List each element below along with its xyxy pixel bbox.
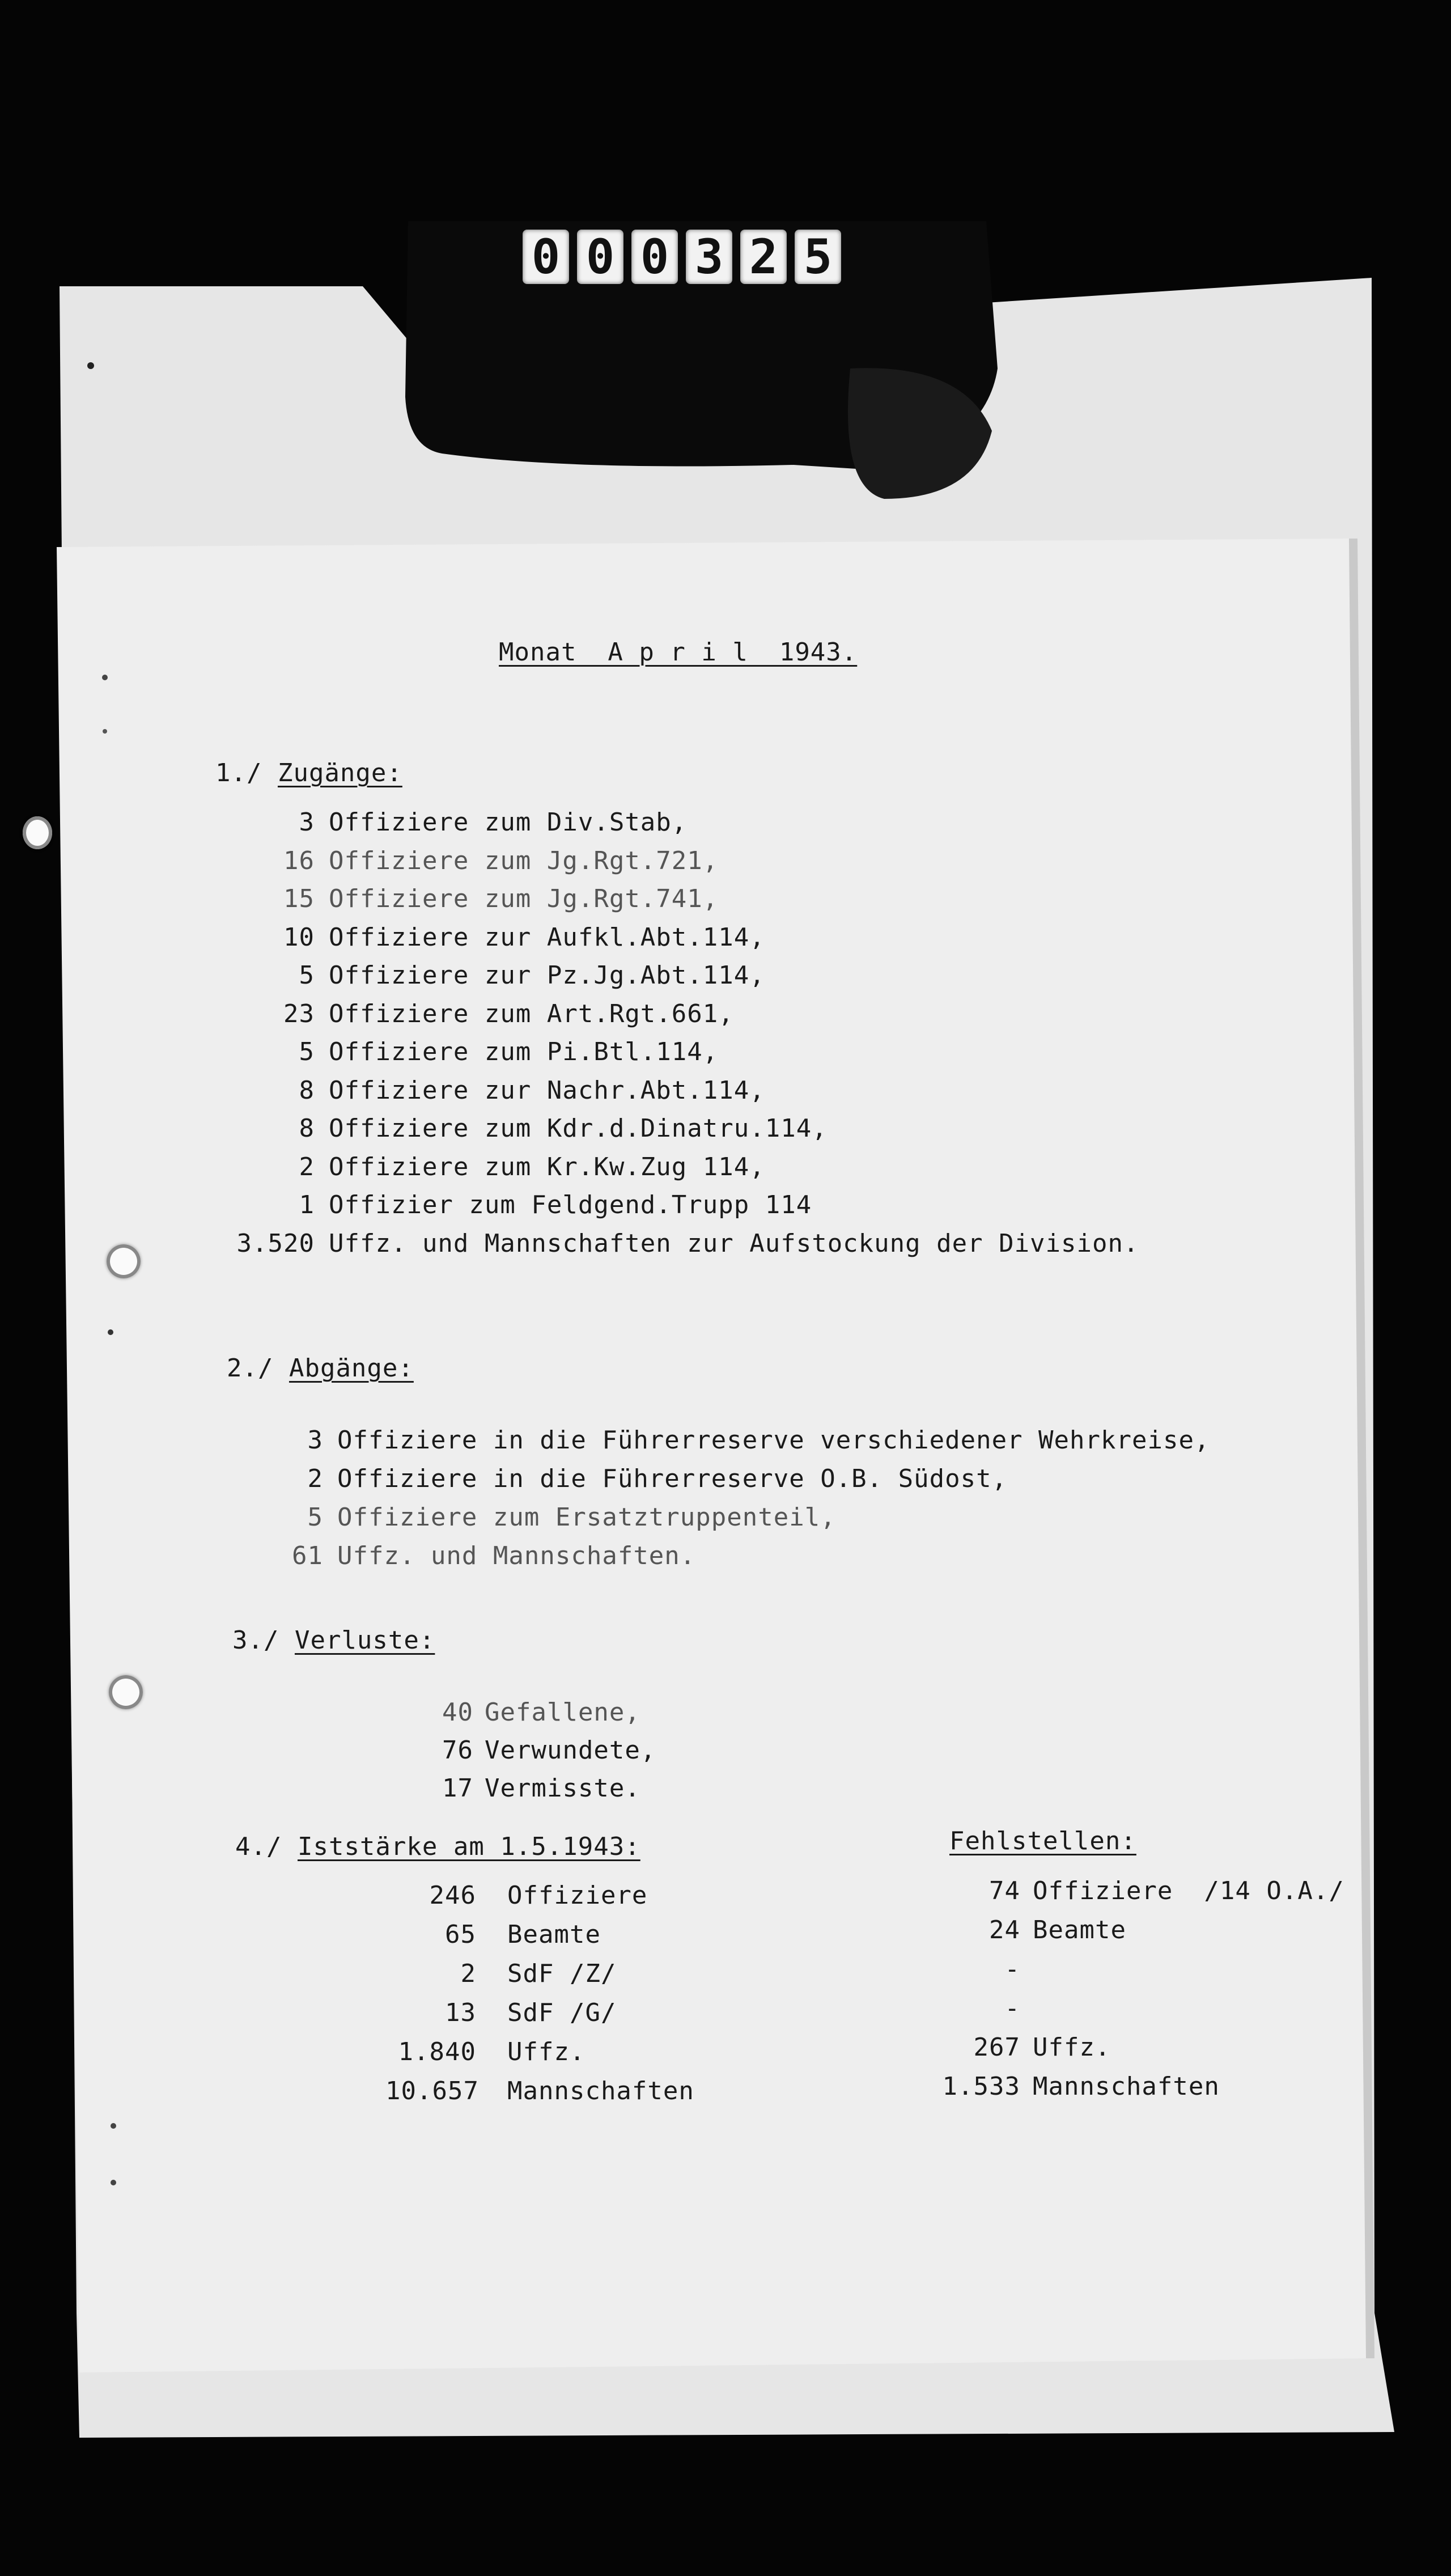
row-text: Offiziere zum Pi.Btl.114, — [329, 1037, 719, 1066]
row-text: Offiziere zum Kr.Kw.Zug 114, — [329, 1152, 765, 1181]
row-text: Uffz. und Mannschaften zur Aufstockung der Division. — [329, 1228, 1139, 1258]
row-count: 3.520 — [236, 1228, 315, 1258]
row-text: Uffz. und Mannschaften. — [337, 1541, 696, 1570]
row-count: 3 — [307, 1426, 323, 1455]
punch-hole — [107, 1244, 141, 1278]
row-count: 16 — [283, 846, 315, 875]
row-text: Uffz. — [1033, 2033, 1111, 2062]
row-count: 10 — [283, 922, 315, 952]
section-heading-zugaenge: 1./ Zugänge: — [215, 759, 402, 787]
row-text: Beamte — [1033, 1916, 1126, 1944]
row-count: 5 — [307, 1503, 323, 1532]
row-text: Mannschaften — [1033, 2072, 1220, 2101]
section-heading-verluste: 3./ Verluste: — [232, 1626, 435, 1655]
row-count: 246 — [429, 1881, 476, 1910]
section-heading-abgaenge: 2./ Abgänge: — [227, 1354, 414, 1383]
counter-digit: 0 — [523, 230, 569, 284]
archive-counter — [523, 230, 841, 289]
row-count: 8 — [299, 1114, 315, 1143]
row-text: Offiziere zum Art.Rgt.661, — [329, 999, 734, 1028]
row-count: 1.533 — [942, 2072, 1020, 2101]
row-count: 13 — [445, 1998, 476, 2027]
row-text: Offiziere zum Jg.Rgt.741, — [329, 884, 719, 913]
row-count: 15 — [283, 884, 315, 913]
row-text: Offiziere zur Nachr.Abt.114, — [329, 1075, 765, 1105]
row-count: 74 — [989, 1876, 1020, 1905]
row-text: Offiziere zum Div.Stab, — [329, 808, 688, 837]
row-text: Offiziere — [507, 1881, 648, 1910]
row-text: SdF /G/ — [507, 1998, 617, 2027]
counter-digit: 0 — [631, 230, 678, 284]
row-text: Offiziere zum Ersatztruppenteil, — [337, 1503, 836, 1532]
row-text: Offiziere zum Jg.Rgt.721, — [329, 846, 719, 875]
row-count: 5 — [299, 1037, 315, 1066]
row-text: Offiziere zur Pz.Jg.Abt.114, — [329, 961, 765, 990]
row-count: - — [1004, 1994, 1020, 2023]
row-text: Beamte — [507, 1920, 601, 1949]
section-heading-fehlstellen: Fehlstellen: — [949, 1827, 1136, 1855]
row-text: Gefallene, — [485, 1698, 640, 1727]
row-text: Offiziere zur Aufkl.Abt.114, — [329, 922, 765, 952]
row-count: 40 — [442, 1698, 473, 1727]
punch-hole — [23, 816, 52, 849]
row-count: 23 — [283, 999, 315, 1028]
row-text: Mannschaften — [507, 2077, 694, 2105]
row-text: Verwundete, — [485, 1736, 656, 1765]
row-count: 61 — [292, 1541, 323, 1570]
row-count: 17 — [442, 1774, 473, 1803]
row-count: 3 — [299, 808, 315, 837]
row-count: 2 — [460, 1959, 476, 1988]
row-count: 10.657 — [385, 2077, 479, 2105]
row-count: - — [1004, 1955, 1020, 1984]
row-count: 8 — [299, 1075, 315, 1105]
row-count: 2 — [299, 1152, 315, 1181]
section-heading-iststaerke: 4./ Iststärke am 1.5.1943: — [235, 1832, 640, 1861]
row-text: Offizier zum Feldgend.Trupp 114 — [329, 1190, 812, 1219]
row-count: 1 — [299, 1190, 315, 1219]
counter-digit: 5 — [795, 230, 841, 284]
document-title: Monat A p r i l 1943. — [499, 638, 858, 667]
row-text: SdF /Z/ — [507, 1959, 617, 1988]
row-text: Offiziere /14 O.A./ — [1033, 1876, 1344, 1905]
counter-digit: 3 — [686, 230, 732, 284]
row-count: 2 — [307, 1464, 323, 1493]
row-text: Vermisste. — [485, 1774, 640, 1803]
counter-digit: 0 — [577, 230, 623, 284]
punch-hole — [109, 1675, 143, 1709]
row-count: 5 — [299, 961, 315, 990]
row-count: 267 — [973, 2033, 1020, 2062]
row-text: Uffz. — [507, 2037, 586, 2066]
row-text: Offiziere zum Kdr.d.Dinatru.114, — [329, 1114, 828, 1143]
counter-digit: 2 — [740, 230, 787, 284]
row-text: Offiziere in die Führerreserve O.B. Südost, — [337, 1464, 1008, 1493]
row-count: 76 — [442, 1736, 473, 1765]
row-text: Offiziere in die Führerreserve verschiedener Wehrkreise, — [337, 1426, 1210, 1455]
row-count: 65 — [445, 1920, 476, 1949]
row-count: 1.840 — [398, 2037, 476, 2066]
row-count: 24 — [989, 1916, 1020, 1944]
